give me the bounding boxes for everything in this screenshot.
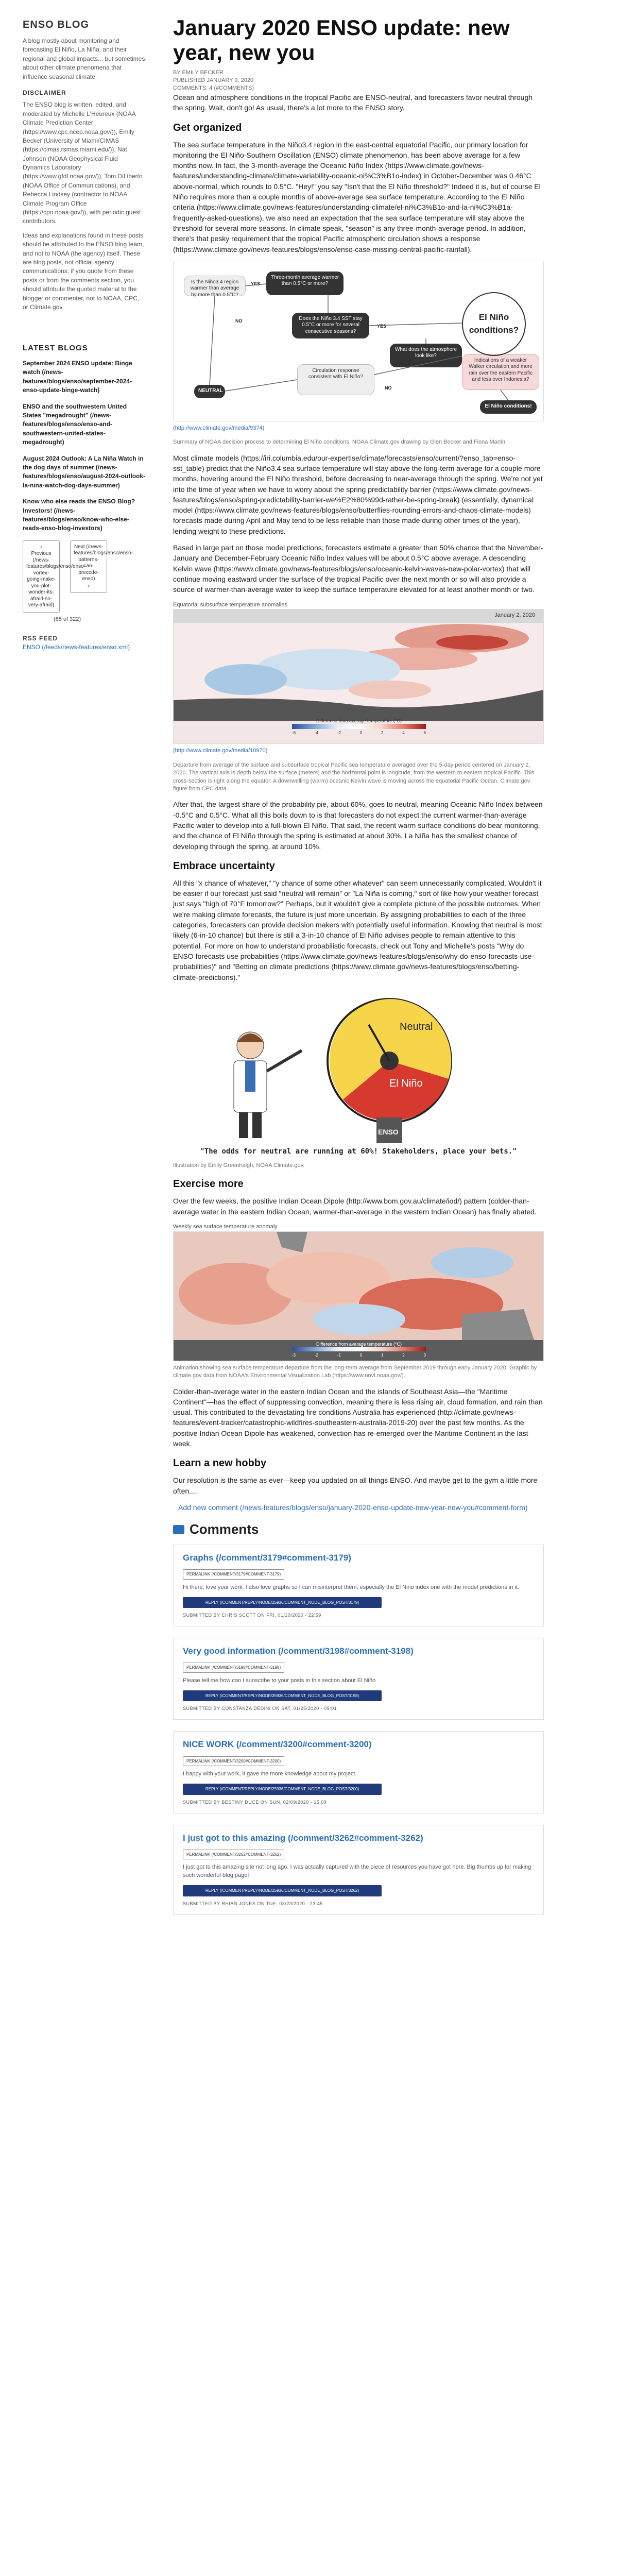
colorbar-tick: 6 [423, 731, 426, 736]
pager-count: (65 of 322) [54, 616, 81, 622]
colorbar [292, 1347, 426, 1351]
add-comment-link[interactable]: Add new comment (/news-features/blogs/enso/january-2020-enso-update-new-year-new-you#comment-form) [178, 1503, 528, 1512]
colorbar-tick: -6 [292, 731, 296, 736]
latest-blogs-heading: LATEST BLOGS [23, 344, 88, 353]
author[interactable]: BY EMILY BECKER [173, 70, 224, 76]
diagram-neutral-node: NEUTRAL [194, 385, 225, 398]
wheel-base-label: ENSO [378, 1127, 399, 1136]
rss-heading: RSS FEED [23, 634, 58, 642]
diagram-question [462, 292, 526, 356]
comment-title[interactable]: I just got to this amazing (/comment/3262#comment-3262) [183, 1833, 423, 1843]
colorbar-label: Difference from average temperature (°C) [316, 718, 402, 724]
colorbar [292, 724, 426, 729]
comment-submitted-by: SUBMITTED BY CHRIS SCOTT ON FRI, 01/10/2020 - 22:59 [183, 1613, 321, 1618]
paragraph: After that, the largest share of the probability pie, about 60%, goes to neutral, meaning Oceanic Niño Index between -0.5°C and 0.5°C. What all this boils down to is that forecasters do not expect the current warmer-than-average Pacific water to develop into a full-blown El Niño. That said, the recent warm surface conditions do bear monitoring, and the chance of El Niño through the spring is estimated at about 30%. La Niña has the smallest chance of developing through the spring, at around 10%. [173, 800, 543, 851]
colorbar-tick: -2 [314, 1352, 319, 1358]
diagram-yes-label: YES [251, 281, 261, 286]
diagram-box: Three-month average warmer than 0.5°C or more? [266, 272, 344, 295]
reply-button[interactable]: REPLY (/COMMENT/REPLY/NODE/25936/COMMENT_NODE_BLOG_POST/3198) [183, 1690, 382, 1702]
comments-heading [173, 1520, 544, 1539]
comment-title[interactable]: Graphs (/comment/3179#comment-3179) [183, 1552, 351, 1563]
colorbar-tick: 4 [402, 731, 405, 736]
reply-button[interactable]: REPLY (/COMMENT/REPLY/NODE/25936/COMMENT_NODE_BLOG_POST/3200) [183, 1784, 382, 1795]
section-heading: Exercise more [173, 1178, 244, 1190]
chevron-left-icon: ‹ [40, 544, 42, 550]
figure-link[interactable] [173, 425, 544, 432]
comment-submitted-by: SUBMITTED BY RHIAN JONES ON TUE, 03/23/2020 - 23:45 [183, 1901, 323, 1906]
comments-count-link[interactable]: COMMENTS: 4 (#COMMENTS) [173, 85, 254, 91]
rss-link[interactable] [23, 643, 146, 652]
comment [173, 1638, 544, 1720]
diagram-no-label: NO [235, 318, 243, 324]
permalink-button[interactable]: PERMALINK (/COMMENT/3198#COMMENT-3198) [183, 1663, 284, 1673]
subsurface-temperature-figure[interactable] [173, 609, 544, 744]
diagram-box: Does the Niño 3.4 SST stay 0.5°C or more for several consecutive seasons? [292, 313, 369, 338]
sst-link[interactable]: (http://www.climate.gov/media/10970) [173, 748, 268, 754]
figure-caption: Summary of NOAA decision process to determining El Niño conditions. NOAA Climate.gov drawing by Glen Becker and Fiona Martin. [173, 439, 507, 446]
diagram-link[interactable]: (http://www.climate.gov/media/9374) [173, 425, 265, 431]
colorbar-tick: 3 [423, 1352, 426, 1358]
colorbar-tick: 1 [381, 1352, 384, 1358]
colorbar-tick: 2 [402, 1352, 405, 1358]
colorbar-tick: 0 [359, 731, 363, 736]
blog-pager [23, 540, 146, 613]
reply-button[interactable]: REPLY (/COMMENT/REPLY/NODE/25936/COMMENT_NODE_BLOG_POST/3179) [183, 1597, 382, 1608]
figure-title: Equatorial subsurface temperature anomalies [173, 601, 287, 608]
enso-wheel-cartoon[interactable] [173, 989, 544, 1159]
paragraph: Most climate models (https://iri.columbia.edu/our-expertise/climate/forecasts/enso/current/?enso_tab=enso-sst_table) predict that the Niño3.4 sea surface temperature will stay above the long-term average for a couple more months, hovering around the El Niño threshold, before decreasing to near-average through the spring. We're not yet into the time of year when we have to worry about the spring predictability barrier (https://www.climate.gov/news-features/blogs/enso/spring-predictability-barrier-we%E2%80%99d-rather-be-spring-break) (essentially, dynamical model (https://www.climate.gov/news-features/blogs/enso/butterflies-rounding-errors-and-chaos-climate-models) forecasts made during April and May tend to be less reliable than those made during other times of the year), lending weight to these predictions. [173, 453, 543, 535]
cartoon-quote: "The odds for neutral are running at 60%! Stakeholders, place your bets." [200, 1147, 517, 1156]
colorbar-tick: 0 [359, 1352, 363, 1358]
figure-link[interactable] [173, 747, 544, 755]
paragraph: Based in large part on those model predictions, forecasters estimate a greater than 50% chance that the November-January and December-February Oceanic Niño Index values will be about 0.5°C above average. A descending Kelvin wave (https://www.climate.gov/news-features/blogs/enso/oceanic-kelvin-waves-new-polar-vortex) that will continue moving eastward under the surface of the tropical Pacific over the next month or so will also provide a source of warmer-than-average water to keep the surface temperature elevated for at least another month or two. [173, 544, 543, 594]
comments-heading-text: Comments [190, 1521, 259, 1537]
article [173, 15, 544, 1926]
paragraph: All this "x chance of whatever," "y chance of some other whatever" can seem unnecessarily complicated. Wouldn't it be easier if our forecast just said "neutral will remain" or "La Niña is coming," sort of like how your weather forecast just says "high of 70°F tomorrow?" Perhaps, but it wouldn't give a complete picture of the possible outcomes. When we're making climate forecasts, the future is just more uncertain. By assigning probabilities to each of the three categories, forecasters can provide decision makers with potentially useful information. Knowing that neutral is most likely (6-in-10 chance) but there is still a 3-in-10 chance of El Niño advises people to remain attentive to this potential. For more on how to understand probabilistic forecasts, check out Tony and Michelle's posts "Why do ENSO forecasts use probabilities (https://www.climate.gov/news-features/blogs/enso/why-do-enso-forecasts-use-probabilities)" and "Betting on climate predictions (https://www.climate.gov/news-features/blogs/enso/betting-climate-predictions)." [173, 878, 542, 981]
permalink-button[interactable]: PERMALINK (/COMMENT/3179#COMMENT-3179) [183, 1569, 284, 1580]
latest-blog-link[interactable]: September 2024 ENSO update: Binge watch (/news-features/blogs/enso/september-2024-enso-update-binge-watch) [23, 360, 132, 394]
colorbar-label: Difference from average temperature (°C) [316, 1341, 402, 1347]
article-meta [173, 69, 544, 92]
colorbar-ticks [292, 730, 426, 736]
comment-body: I just got to this amazing site not long ago. I was actually captured with the piece of resources you have got here. Big thumbs up for making such wonderful blog page! [183, 1864, 531, 1879]
sidebar [23, 18, 146, 652]
latest-blog-link[interactable]: August 2024 Outlook: A La Niña Watch in the dog days of summer (/news-features/blogs/enso/august-2024-outlook-la-nina-watch-dog-days-summer) [23, 454, 146, 489]
section-heading: Embrace uncertainty [173, 860, 275, 872]
comment [173, 1825, 544, 1915]
section-heading: Learn a new hobby [173, 1458, 267, 1469]
colorbar-tick: -4 [314, 731, 319, 736]
add-comment-wrap [173, 1502, 544, 1513]
paragraph: The sea surface temperature in the Niño3.4 region in the east-central equatorial Pacific, our primary location for monitoring the El Niño-Southern Oscillation (ENSO) climate phenomenon, has been above average for a few months now. In fact, the 3-month-average the Oceanic Niño Index (https://www.climate.gov/news-features/understanding-climate/climate-variability-oceanic-ni%C3%B1o-index) in October-December was 0.46°C above-normal, which rounds to 0.5°C. "Hey!" you say "Isn't that the El Niño threshold?" Indeed it is, but of course El Niño requires more than a couple months of above-average sea surface temperature. According to the El Niño criteria (https://www.climate.gov/news-features/understanding-climate/el-ni%C3%B1o-and-la-ni%C3%B1a-frequently-asked-questions), we also need an expectation that the sea surface temperature will stay above the threshold for several more seasons. In climate speak, "season" is any three-month-average period. In addition, there's that pesky requirement that the tropical Pacific atmospheric circulation shows a response (https://www.climate.gov/news-features/blogs/enso/enso-case-missing-central-pacific-rainfall). [173, 140, 541, 253]
latest-blog-link[interactable]: ENSO and the southwestern United States "megadrought" (/news-features/blogs/enso/enso-and-southwestern-united-states-megadrought) [23, 402, 127, 446]
figure-caption: Departure from average of the surface and subsurface tropical Pacific sea temperature averaged over the 5-day period centered on January 2, 2020. The vertical axis is depth below the surface (meters) and the horizontal point is longitude, from the western to eastern tropical Pacific. This cross-section is right along the equator. A downwelling (warm) oceanic Kelvin wave is moving across the equatorial Pacific Ocean. Climate.gov figure from CPC data. [173, 761, 535, 792]
diagram-box: Circulation response consistent with El Niño? [297, 364, 374, 395]
indian-ocean-sst-map[interactable] [173, 1231, 544, 1361]
diagram-yes-label: YES [377, 323, 387, 329]
published-date: PUBLISHED JANUARY 9, 2020 [173, 77, 254, 83]
colorbar-tick: -3 [292, 1352, 296, 1358]
comment [173, 1545, 544, 1626]
colorbar-tick: -2 [337, 731, 341, 736]
comment-bubble-icon [173, 1525, 184, 1534]
permalink-button[interactable]: PERMALINK (/COMMENT/3262#COMMENT-3262) [183, 1850, 284, 1860]
colorbar-tick: 2 [381, 731, 384, 736]
comment-body: Hi there, love your work. I also love graphs so I can misinterpret them, especially the El Nino index one with the model predictions in it. [183, 1584, 519, 1590]
comment-submitted-by: SUBMITTED BY BESTINY DUCE ON SUN, 02/09/2020 - 15:09 [183, 1799, 327, 1805]
rss-feed-link[interactable]: ENSO (/feeds/news-features/enso.xml) [23, 643, 130, 651]
diagram-box: Is the Niño3.4 region warmer than average by more than 0.5°C? [184, 276, 246, 296]
comment [173, 1731, 544, 1813]
comment-title[interactable]: NICE WORK (/comment/3200#comment-3200) [183, 1739, 372, 1750]
wheel-label-neutral: Neutral [400, 1021, 433, 1032]
figure-caption: Illustration by Emily Greenhalgh, NOAA Climate.gov. [173, 1162, 305, 1168]
previous-button[interactable] [23, 540, 86, 613]
cartoon-illustration [173, 989, 544, 1143]
next-button[interactable] [70, 540, 133, 594]
decision-diagram[interactable] [173, 261, 544, 421]
figure-date: January 2, 2020 [494, 612, 535, 619]
permalink-button[interactable]: PERMALINK (/COMMENT/3200#COMMENT-3200) [183, 1756, 284, 1767]
colorbar-ticks [292, 1352, 426, 1359]
diagram-box: What does the atmosphere look like? [390, 344, 462, 367]
latest-blog-link[interactable]: Know who else reads the ENSO Blog? Investors! (/news-features/blogs/enso/know-who-else-reads-enso-blog-investors) [23, 498, 135, 532]
diagram-question-text: El Niño conditions? [469, 312, 519, 335]
section-heading: Get organized [173, 122, 242, 133]
paragraph: Over the few weeks, the positive Indian Ocean Dipole (http://www.bom.gov.au/climate/iod/) pattern (colder-than-average water in the eastern Indian Ocean, warmer-than-average in the western Indian Ocean) has finally abated. [173, 1197, 537, 1216]
diagram-box: Indications of a weaker Walker circulation and more rain over the eastern Pacific and less over Indonesia? [462, 354, 539, 390]
comment-body: I happy with your work, it gave me more knowledge about my project. [183, 1771, 357, 1777]
next-label: Next (/news-features/blogs/enso/enso-patterns-can-precede-enso) [74, 544, 133, 582]
figure-title: Weekly sea surface temperature anomaly [173, 1223, 278, 1230]
blog-about: A blog mostly about monitoring and forecasting El Niño, La Niña, and their regional and global impacts... but sometimes about other climate phenomena that influence seasonal climate. [23, 37, 145, 80]
wheel-label-elnino: El Niño [389, 1077, 423, 1089]
article-title: January 2020 ENSO update: new year, new you [173, 15, 510, 64]
diagram-result-node: El Niño conditions! [480, 400, 537, 414]
paragraph: Colder-than-average water in the eastern Indian Ocean and the islands of Southeast Asia—the "Maritime Continent"—has the effect of suppressing convection, meaning there is less rising air, cloud formation, and rain than usual. This contributed to the devastating fire conditions Australia has experienced (http://climate.gov/news-features/event-tracker/catastrophic-wildfires-southeastern-australia-2019-20) over the past few months. As the positive Indian Ocean Dipole has weakened, convection has re-emerged over the Maritime Continent in the last week. [173, 1387, 543, 1448]
diagram-no-label: NO [385, 385, 392, 391]
paragraph: Our resolution is the same as ever—keep you updated on all things ENSO. And maybe get to the gym a little more often.... [173, 1476, 538, 1495]
disclaimer-text-2: Ideas and explanations found in these posts should be attributed to the ENSO blog team, and not to NOAA (the agency) itself. These are blog posts, not official agency communications; if you quote from these posts or from the comments section, you should attribute the quoted material to the blogger or commenter, not to NOAA, CPC, or Climate.gov. [23, 231, 144, 311]
sst-anomaly-map [174, 1232, 543, 1340]
previous-label: Previous (/news-features/blogs/enso/enso-vortex-going-make-you-plot-wonder-its-afraid-so-very-afraid) [26, 551, 86, 608]
comment-submitted-by: SUBMITTED BY CONSTANZA DEDINI ON SAT, 01/25/2020 - 09:01 [183, 1706, 337, 1711]
colorbar-tick: -1 [337, 1352, 341, 1358]
sst-cross-section [174, 623, 543, 721]
chevron-right-icon: › [88, 582, 90, 589]
figure-caption: Animation showing sea surface temperature departure from the long-term average from September 2019 through early January 2020. Graphic by climate.gov data from NOAA's Environmental Visualization Lab (https://www.nnvl.noaa.gov/). [173, 1364, 537, 1379]
comment-body: Please tell me how can I sunscribe to your posts in this section about El Niño [183, 1677, 376, 1684]
reply-button[interactable]: REPLY (/COMMENT/REPLY/NODE/25936/COMMENT_NODE_BLOG_POST/3262) [183, 1885, 382, 1896]
disclaimer-heading: DISCLAIMER [23, 89, 66, 96]
disclaimer-text: The ENSO blog is written, edited, and moderated by Michelle L'Heureux (NOAA Climate Prediction Center (https://www.cpc.ncep.noaa.gov/)), Emily Becker (University of Miami/CIMAS (https://cimas.rsmas.miami.edu/)), Nat Johnson (NOAA Geophysical Fluid Dynamics Laboratory (https://www.gfdl.noaa.gov/)), Tom DiLiberto (NOAA Office of Communications), and Rebecca Lindsey (contractor to NOAA Climate Program Office (https://cpo.noaa.gov/)), with periodic guest contributors. [23, 101, 143, 225]
comment-title[interactable]: Very good information (/comment/3198#comment-3198) [183, 1646, 414, 1656]
article-intro: Ocean and atmosphere conditions in the tropical Pacific are ENSO-neutral, and forecasters favor neutral through the spring. Wait, don't go! As usual, there's a lot more to the ENSO story. [173, 93, 533, 112]
blog-brand[interactable]: ENSO BLOG [23, 19, 90, 30]
